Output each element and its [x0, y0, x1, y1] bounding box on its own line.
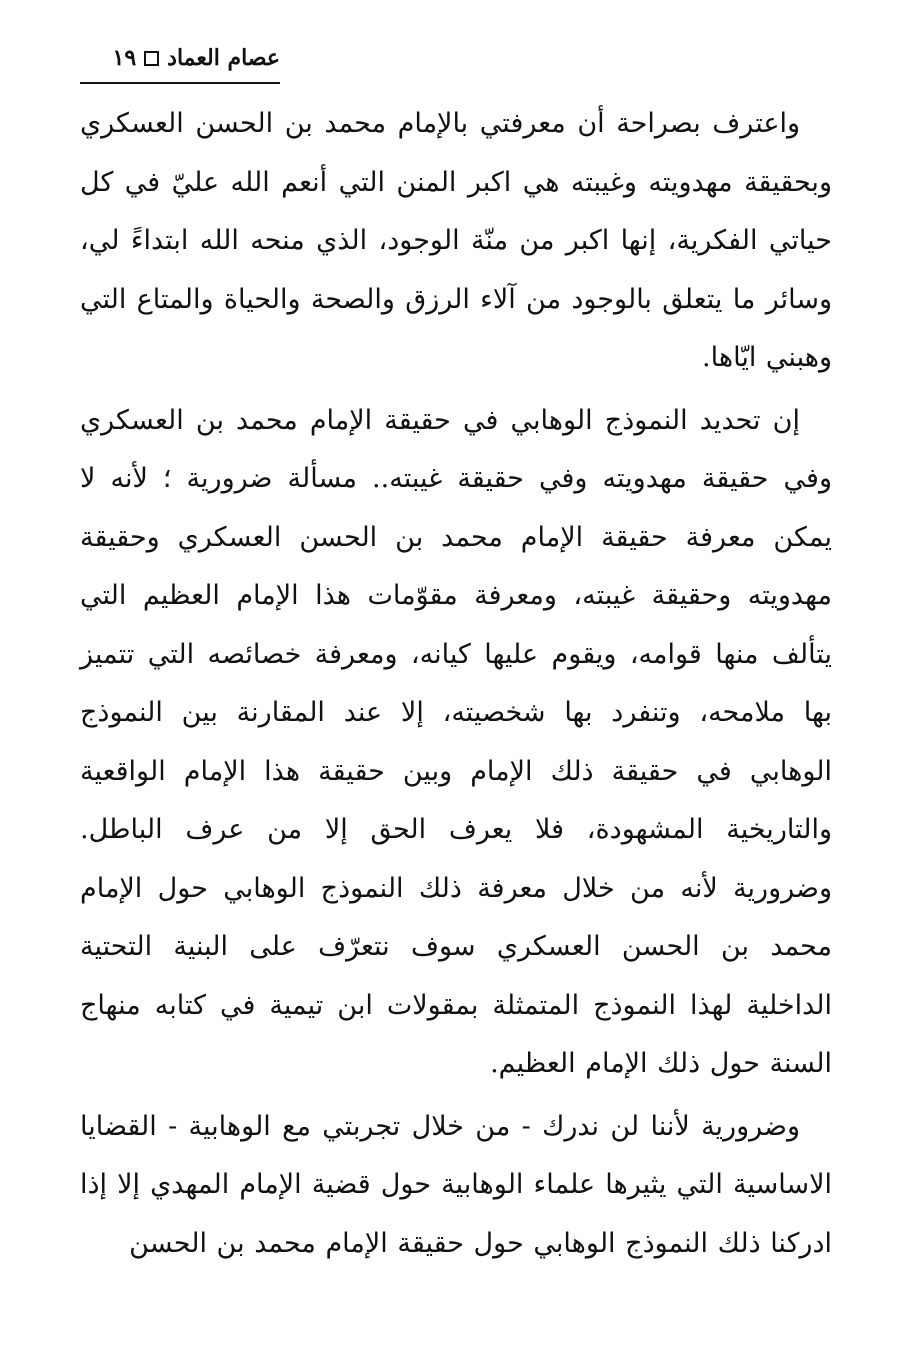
header-underline: [80, 82, 280, 84]
running-header: [80, 38, 280, 78]
page-number: ١٩: [112, 45, 137, 71]
paragraph-2: إن تحديد النموذج الوهابي في حقيقة الإمام محمد بن العسكري وفي حقيقة مهدويته وفي حقيقة غيبته.. مسألة ضرورية ؛ لأنه لا يمكن معرفة حقيقة الإمام محمد بن الحسن العسكري وحقيقة مهدويته وحقيقة غيبته، ومعرفة مقوّمات هذا الإمام العظيم التي يتألف منها قوامه، ويقوم عليها كيانه، ومعرفة خصائصه التي تتميز بها ملامحه، وتنفرد بها شخصيته، إلا عند المقارنة بين النموذج الوهابي في حقيقة ذلك الإمام وبين حقيقة هذا الإمام الواقعية والتاريخية المشهودة، فلا يعرف الحق إلا من عرف الباطل. وضرورية لأنه من خلال معرفة ذلك النموذج الوهابي حول الإمام محمد بن الحسن العسكري سوف نتعرّف على البنية التحتية الداخلية لهذا النموذج المتمثلة بمقولات ابن تيمية في كتابه منهاج السنة حول ذلك الإمام العظيم.: [80, 404, 832, 1079]
body-text: [80, 95, 832, 1273]
paragraph-1: واعترف بصراحة أن معرفتي بالإمام محمد بن الحسن العسكري وبحقيقة مهدويته وغيبته هي اكبر المنن التي أنعم الله عليّ في كل حياتي الفكرية، إنها اكبر من منّة الوجود، الذي منحه الله ابتداءً لي، وسائر ما يتعلق بالوجود من آلاء الرزق والصحة والحياة والمتاع التي وهبني ايّاها.: [80, 108, 832, 373]
paragraph-3: وضرورية لأننا لن ندرك - من خلال تجربتي مع الوهابية - القضايا الاساسية التي يثيرها علماء الوهابية حول قضية الإمام المهدي إلا إذا ادركنا ذلك النموذج الوهابي حول حقيقة الإمام محمد بن الحسن: [80, 1110, 832, 1259]
square-outline-icon: [144, 51, 159, 66]
book-title: عصام العماد: [167, 45, 280, 71]
